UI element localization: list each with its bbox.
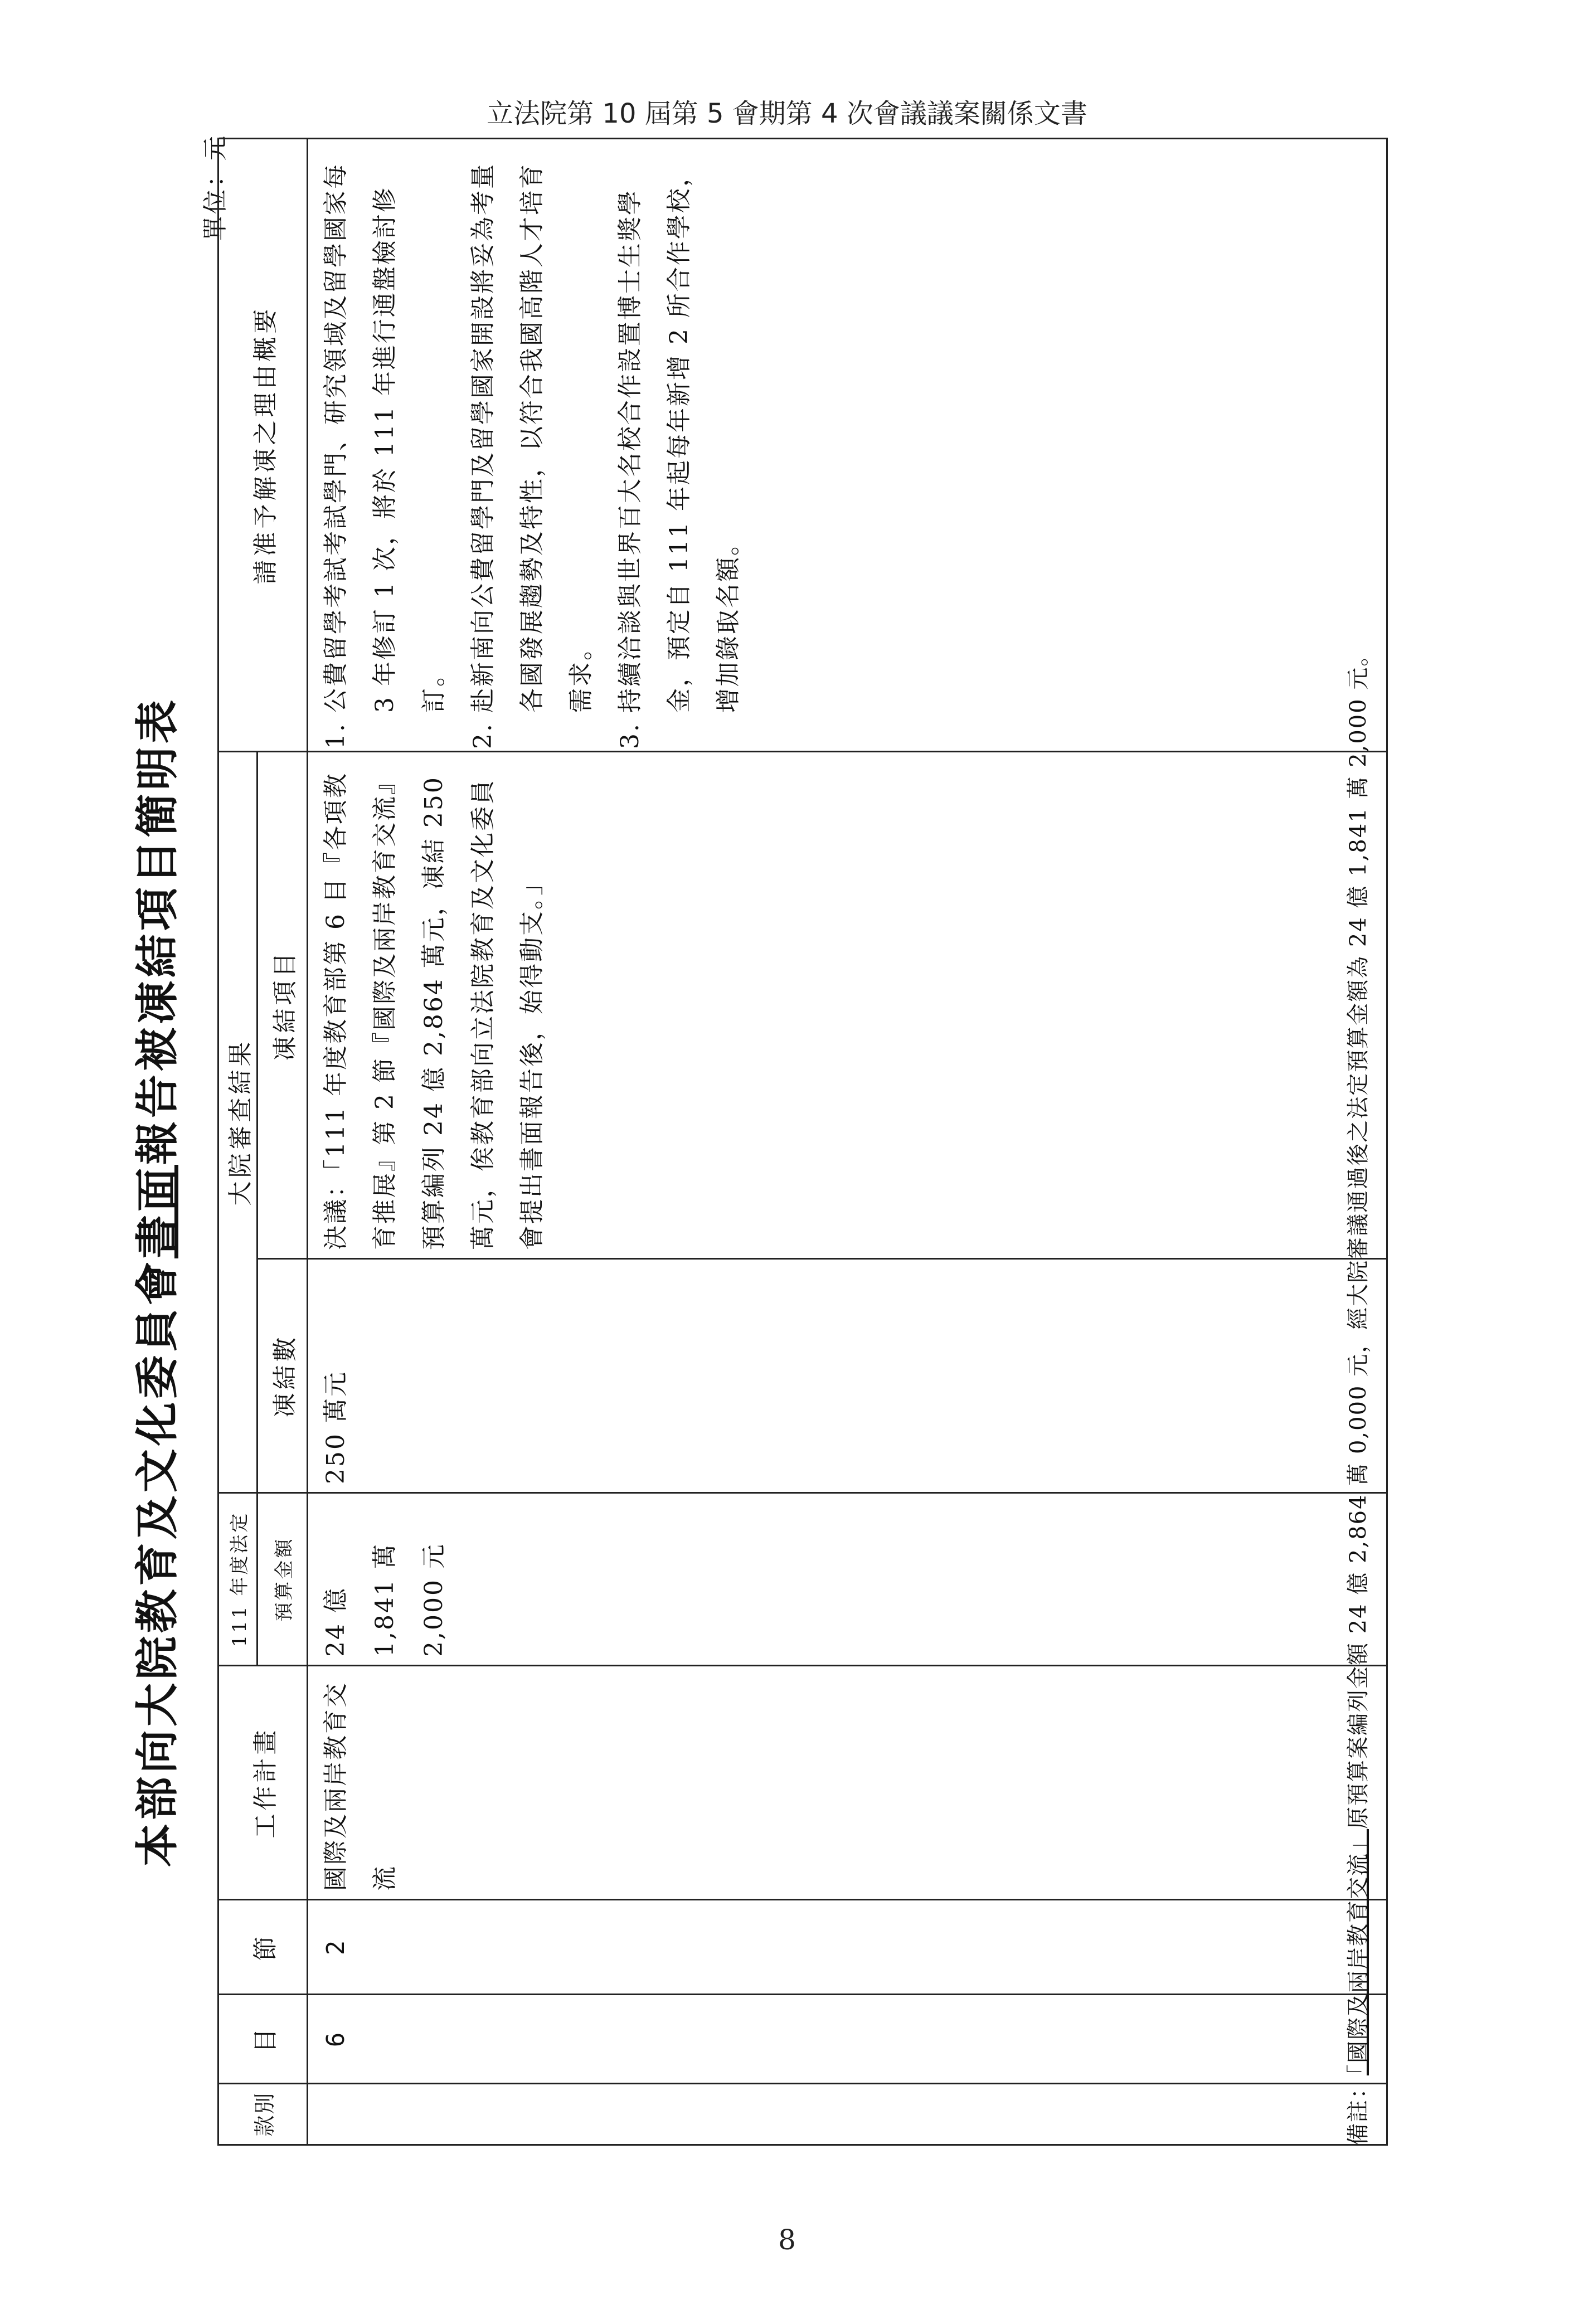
- rotated-document: [84, 128, 1393, 2213]
- header-budget-amount: 預算金額: [258, 1493, 308, 1666]
- cell-frozen-item: 決議：「111 年度教育部第 6 目『各項教育推展』第 2 節『國際及兩岸教育交流』預算編列 24 億 2,864 萬元，凍結 250 萬元，俟教育部向立法院教育及文化委員會提出書面報告後，始得動支。」: [308, 752, 1387, 1259]
- list-item: 2. 赴新南向公費留學門及留學國家開設將妥為考量各國發展趨勢及特性，以符合我國高階人才培育需求。: [459, 147, 606, 713]
- footer-note-label: 備註：: [1345, 2075, 1371, 2146]
- page-header: 立法院第 10 屆第 5 會期第 4 次會議議案關係文書: [487, 98, 1087, 129]
- table-row: [308, 139, 1387, 2145]
- unit-label: 單位：元: [201, 134, 230, 241]
- header-frozen-amount: 凍結數: [258, 1259, 308, 1493]
- list-item: 3. 持續洽談與世界百大名校合作設置博士生獎學金，預定自 111 年起每年新增 2 所合作學校，增加錄取名額。: [606, 147, 753, 713]
- page-number: 8: [778, 2224, 796, 2256]
- reasons-list: [312, 147, 753, 743]
- header-work-plan: 工作計畫: [218, 1666, 308, 1900]
- header-reason: 請准予解凍之理由概要: [218, 139, 308, 752]
- footer-note: [1340, 643, 1372, 2146]
- header-category: 款別: [218, 2084, 308, 2145]
- frozen-items-table: [217, 138, 1388, 2146]
- document-title: [123, 351, 185, 2213]
- cell-frozen-amount: 250 萬元: [308, 1259, 1387, 1493]
- title-underlined: 書面: [132, 1165, 183, 1259]
- cell-category: [308, 2084, 1387, 2145]
- list-item: 1. 公費留學考試考試學門、研究領域及留學國家每 3 年修訂 1 次，將於 111 年進行通盤檢討修訂。: [312, 147, 459, 713]
- cell-section: 2: [308, 1900, 1387, 1995]
- footer-note-text: 原預算案編列金額 24 億 2,864 萬 0,000 元，經大院審議通過後之法定預算金額為 24 億 1,841 萬 2,000 元。: [1345, 643, 1371, 1829]
- title-suffix: 報告被凍結項目簡明表: [132, 696, 183, 1165]
- cell-work-plan: 國際及兩岸教育交流: [308, 1666, 1387, 1900]
- cell-item: 6: [308, 1995, 1387, 2084]
- header-item: 目: [218, 1995, 308, 2084]
- header-section: 節: [218, 1900, 308, 1995]
- cell-budget-amount: 24 億 1,841 萬 2,000 元: [308, 1493, 1387, 1666]
- header-budget-group: 111 年度法定: [218, 1493, 258, 1666]
- footer-note-underlined: 「國際及兩岸教育交流」: [1345, 1829, 1371, 2075]
- cell-reasons: [308, 139, 1387, 752]
- header-frozen-item: 凍結項目: [258, 752, 308, 1259]
- title-prefix: 本部向大院教育及文化委員會: [132, 1258, 183, 1868]
- header-review-group: 大院審查結果: [218, 752, 258, 1493]
